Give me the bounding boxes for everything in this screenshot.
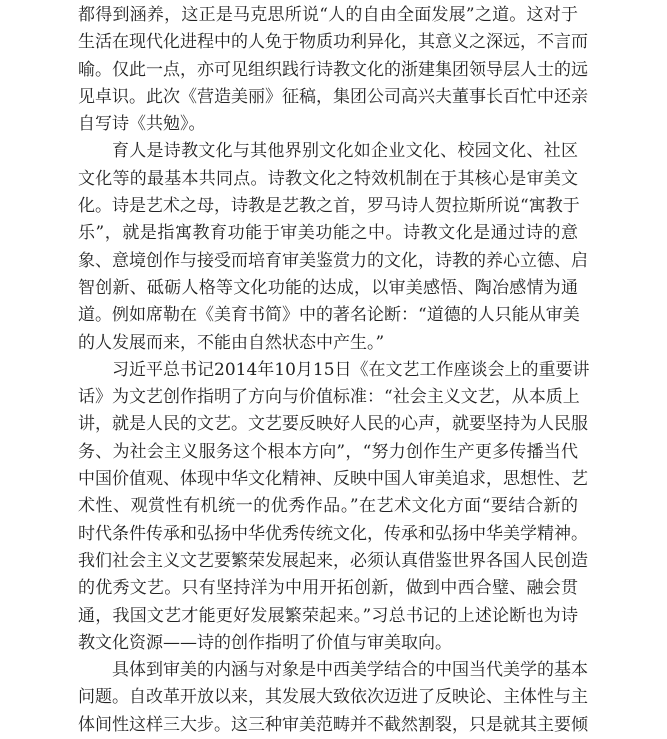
text-line: 智创新、砥砺人格等文化功能的达成，以审美感悟、陶冶感情为通 [78, 277, 578, 298]
text-line: 的人发展而来，不能由自然状态中产生。” [78, 332, 385, 353]
text-line: 通，我国文艺才能更好发展繁荣起来。”习总书记的上述论断也为诗 [78, 605, 578, 626]
text-line: 生活在现代化进程中的人免于物质功利异化，其意义之深远，不言而 [78, 32, 588, 53]
text-line: 喻。仅此一点，亦可见组织践行诗教文化的浙建集团领导层人士的远 [78, 59, 588, 80]
document-page [78, 2, 590, 739]
text-line: 讲，就是人民的文艺。文艺要反映好人民的心声，就要坚持为人民服 [78, 414, 588, 435]
text-line: 中国价值观、体现中华文化精神、反映中国人审美追求，思想性、艺 [78, 469, 588, 490]
text-line: 问题。自改革开放以来，其发展大致依次迈进了反映论、主体性与主 [78, 687, 588, 708]
text-line: 都得到涵养，这正是马克思所说“人的自由全面发展”之道。这对于 [78, 5, 578, 25]
paragraph-1 [78, 2, 588, 138]
text-line: 具体到审美的内涵与对象是中西美学结合的中国当代美学的基本 [112, 660, 588, 681]
text-line: 我们社会主义文艺要繁荣发展起来，必须认真借鉴世界各国人民创造 [78, 550, 588, 571]
text-line: 文化等的最基本共同点。诗教文化之特效机制在于其核心是审美文 [78, 168, 578, 189]
paragraph-2 [78, 138, 588, 356]
text-line: 道。例如席勒在《美育书简》中的著名论断：“道德的人只能从审美 [78, 305, 580, 326]
text-line: 时代条件传承和弘扬中华优秀传统文化，传承和弘扬中华美学精神。 [78, 523, 588, 544]
text-line: 术性、观赏性有机统一的优秀作品。”在艺术文化方面“要结合新的 [78, 496, 578, 517]
text-line: 的优秀文艺。只有坚持洋为中用开拓创新，做到中西合璧、融会贯 [78, 578, 578, 599]
text-line: 育人是诗教文化与其他界别文化如企业文化、校园文化、社区 [112, 141, 578, 162]
text-line: 见卓识。此次《营造美丽》征稿，集团公司高兴夫董事长百忙中还亲 [78, 86, 588, 107]
text-line: 化。诗是艺术之母，诗教是艺教之首，罗马诗人贺拉斯所说“寓教于 [78, 196, 580, 217]
paragraph-4 [78, 657, 588, 739]
text-line: 务、为社会主义服务这个根本方向”，“努力创作生产更多传播当代 [78, 441, 578, 462]
text-line: 教文化资源——诗的创作指明了价值与审美取向。 [78, 632, 452, 653]
text-line: 体间性这样三大步。这三种审美范畴并不截然割裂，只是就其主要倾 [78, 714, 588, 735]
text-line: 乐”，就是指寓教育功能于审美功能之中。诗教文化是通过诗的意 [78, 223, 578, 244]
text-line: 习近平总书记2014年10月15日《在文艺工作座谈会上的重要讲 [112, 359, 590, 380]
text-line: 话》为文艺创作指明了方向与价值标准：“社会主义文艺，从本质上 [78, 387, 580, 408]
text-line: 象、意境创作与接受而培育审美鉴赏力的文化，诗教的养心立德、启 [78, 250, 588, 271]
text-line: 自写诗《共勉》。 [78, 114, 206, 135]
paragraph-3 [78, 357, 590, 657]
